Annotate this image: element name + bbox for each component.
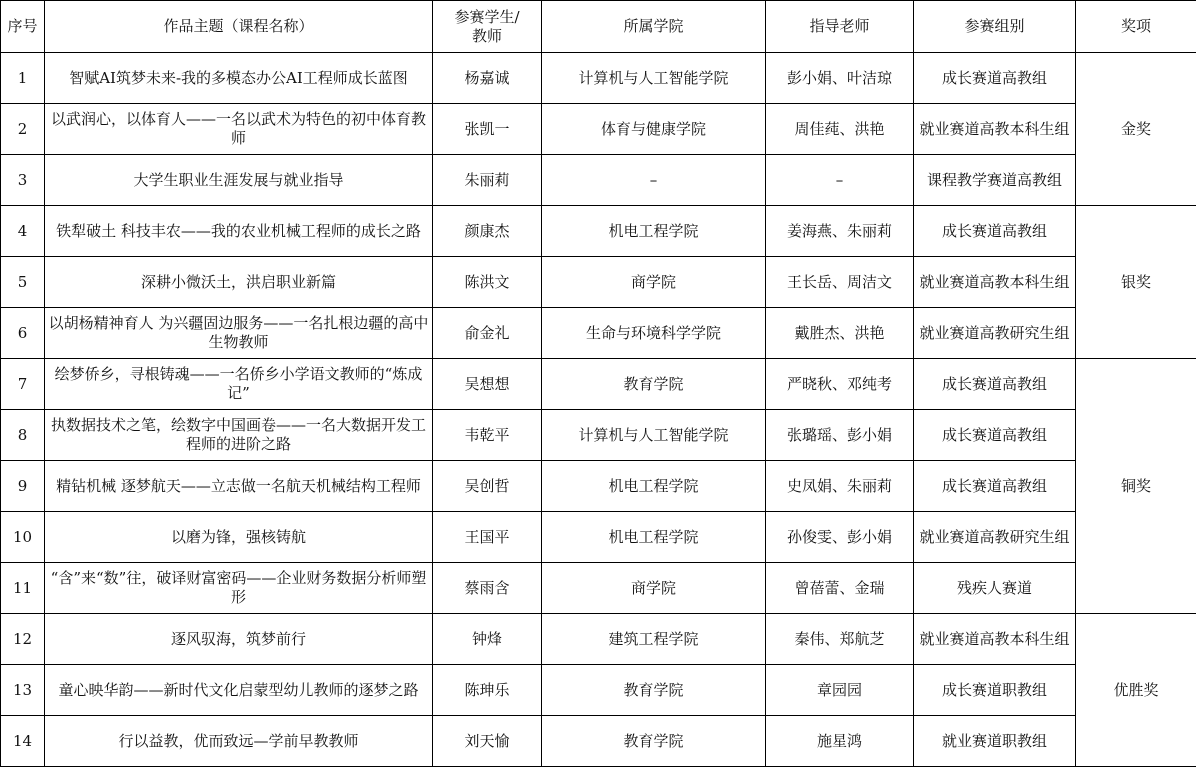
- cell-group: 成长赛道高教组: [914, 359, 1076, 410]
- cell-student: 蔡雨含: [433, 563, 542, 614]
- cell-title: 逐风驭海，筑梦前行: [45, 614, 433, 665]
- header-advisor: 指导老师: [766, 1, 914, 53]
- table-row: [1, 665, 1196, 716]
- table-row: [1, 53, 1196, 104]
- table-row: [1, 104, 1196, 155]
- cell-college: 机电工程学院: [542, 461, 766, 512]
- cell-student: 陈洪文: [433, 257, 542, 308]
- cell-group: 残疾人赛道: [914, 563, 1076, 614]
- cell-group: 就业赛道高教研究生组: [914, 512, 1076, 563]
- table-row: [1, 257, 1196, 308]
- header-college: 所属学院: [542, 1, 766, 53]
- cell-advisor: 彭小娟、叶洁琼: [766, 53, 914, 104]
- cell-college: 生命与环境科学学院: [542, 308, 766, 359]
- cell-college: 计算机与人工智能学院: [542, 53, 766, 104]
- cell-college: 教育学院: [542, 716, 766, 767]
- cell-advisor: 曾蓓蕾、金瑞: [766, 563, 914, 614]
- cell-college: 商学院: [542, 563, 766, 614]
- cell-college: 体育与健康学院: [542, 104, 766, 155]
- cell-title: 以磨为锋，强核铸航: [45, 512, 433, 563]
- cell-group: 就业赛道高教本科生组: [914, 614, 1076, 665]
- cell-advisor: 孙俊雯、彭小娟: [766, 512, 914, 563]
- cell-no: 9: [1, 461, 45, 512]
- cell-college: 商学院: [542, 257, 766, 308]
- table-row: [1, 206, 1196, 257]
- cell-no: 11: [1, 563, 45, 614]
- cell-group: 课程教学赛道高教组: [914, 155, 1076, 206]
- cell-group: 就业赛道高教本科生组: [914, 104, 1076, 155]
- cell-advisor: 严晓秋、邓纯考: [766, 359, 914, 410]
- cell-advisor: 秦伟、郑航芝: [766, 614, 914, 665]
- cell-advisor: 张璐瑶、彭小娟: [766, 410, 914, 461]
- cell-group: 成长赛道高教组: [914, 53, 1076, 104]
- cell-title: 以胡杨精神育人 为兴疆固边服务——一名扎根边疆的高中生物教师: [45, 308, 433, 359]
- header-title: 作品主题（课程名称）: [45, 1, 433, 53]
- cell-group: 成长赛道高教组: [914, 206, 1076, 257]
- cell-group: 成长赛道高教组: [914, 410, 1076, 461]
- cell-group: 就业赛道高教研究生组: [914, 308, 1076, 359]
- table-row: [1, 563, 1196, 614]
- award-gold: 金奖: [1076, 53, 1196, 206]
- header-no: 序号: [1, 1, 45, 53]
- cell-no: 13: [1, 665, 45, 716]
- award-silver: 银奖: [1076, 206, 1196, 359]
- cell-advisor: 史凤娟、朱丽莉: [766, 461, 914, 512]
- cell-title: 智赋AI筑梦未来-我的多模态办公AI工程师成长蓝图: [45, 53, 433, 104]
- cell-student: 王国平: [433, 512, 542, 563]
- cell-student: 俞金礼: [433, 308, 542, 359]
- cell-group: 就业赛道职教组: [914, 716, 1076, 767]
- cell-college: –: [542, 155, 766, 206]
- table-row: [1, 410, 1196, 461]
- cell-student: 韦乾平: [433, 410, 542, 461]
- cell-group: 成长赛道高教组: [914, 461, 1076, 512]
- cell-no: 4: [1, 206, 45, 257]
- cell-no: 14: [1, 716, 45, 767]
- table-row: [1, 461, 1196, 512]
- cell-title: 铁犁破土 科技丰农——我的农业机械工程师的成长之路: [45, 206, 433, 257]
- cell-title: 以武润心，以体育人——一名以武术为特色的初中体育教师: [45, 104, 433, 155]
- table-row: [1, 308, 1196, 359]
- cell-no: 10: [1, 512, 45, 563]
- cell-no: 3: [1, 155, 45, 206]
- table-row: [1, 512, 1196, 563]
- cell-student: 吴创哲: [433, 461, 542, 512]
- cell-student: 刘天愉: [433, 716, 542, 767]
- cell-title: 精钻机械 逐梦航天——立志做一名航天机械结构工程师: [45, 461, 433, 512]
- cell-title: 深耕小微沃土，洪启职业新篇: [45, 257, 433, 308]
- cell-college: 教育学院: [542, 665, 766, 716]
- cell-advisor: 戴胜杰、洪艳: [766, 308, 914, 359]
- cell-no: 12: [1, 614, 45, 665]
- cell-student: 钟烽: [433, 614, 542, 665]
- cell-student: 颜康杰: [433, 206, 542, 257]
- cell-student: 张凯一: [433, 104, 542, 155]
- cell-advisor: –: [766, 155, 914, 206]
- cell-no: 5: [1, 257, 45, 308]
- cell-student: 杨嘉诚: [433, 53, 542, 104]
- cell-advisor: 姜海燕、朱丽莉: [766, 206, 914, 257]
- header-student: 参赛学生/ 教师: [433, 1, 542, 53]
- cell-college: 机电工程学院: [542, 206, 766, 257]
- cell-advisor: 章园园: [766, 665, 914, 716]
- cell-title: 童心映华韵——新时代文化启蒙型幼儿教师的逐梦之路: [45, 665, 433, 716]
- table-row: [1, 359, 1196, 410]
- award-merit: 优胜奖: [1076, 614, 1196, 767]
- cell-no: 8: [1, 410, 45, 461]
- cell-no: 2: [1, 104, 45, 155]
- table-row: [1, 614, 1196, 665]
- cell-advisor: 周佳莼、洪艳: [766, 104, 914, 155]
- cell-advisor: 施星鸿: [766, 716, 914, 767]
- table-row: [1, 716, 1196, 767]
- cell-no: 6: [1, 308, 45, 359]
- header-award: 奖项: [1076, 1, 1196, 53]
- cell-college: 机电工程学院: [542, 512, 766, 563]
- cell-student: 朱丽莉: [433, 155, 542, 206]
- cell-title: 大学生职业生涯发展与就业指导: [45, 155, 433, 206]
- cell-college: 教育学院: [542, 359, 766, 410]
- cell-student: 陈珅乐: [433, 665, 542, 716]
- cell-title: 行以益教，优而致远—学前早教教师: [45, 716, 433, 767]
- header-group: 参赛组别: [914, 1, 1076, 53]
- cell-group: 成长赛道职教组: [914, 665, 1076, 716]
- cell-no: 7: [1, 359, 45, 410]
- table-row: [1, 155, 1196, 206]
- cell-title: 执数据技术之笔，绘数字中国画卷——一名大数据开发工程师的进阶之路: [45, 410, 433, 461]
- cell-college: 建筑工程学院: [542, 614, 766, 665]
- cell-student: 吴想想: [433, 359, 542, 410]
- cell-college: 计算机与人工智能学院: [542, 410, 766, 461]
- award-bronze: 铜奖: [1076, 359, 1196, 614]
- cell-title: 绘梦侨乡，寻根铸魂——一名侨乡小学语文教师的“炼成记”: [45, 359, 433, 410]
- cell-title: “含”来“数”往，破译财富密码——企业财务数据分析师塑形: [45, 563, 433, 614]
- cell-advisor: 王长岳、周洁文: [766, 257, 914, 308]
- cell-no: 1: [1, 53, 45, 104]
- header-row: [1, 1, 1196, 53]
- cell-group: 就业赛道高教本科生组: [914, 257, 1076, 308]
